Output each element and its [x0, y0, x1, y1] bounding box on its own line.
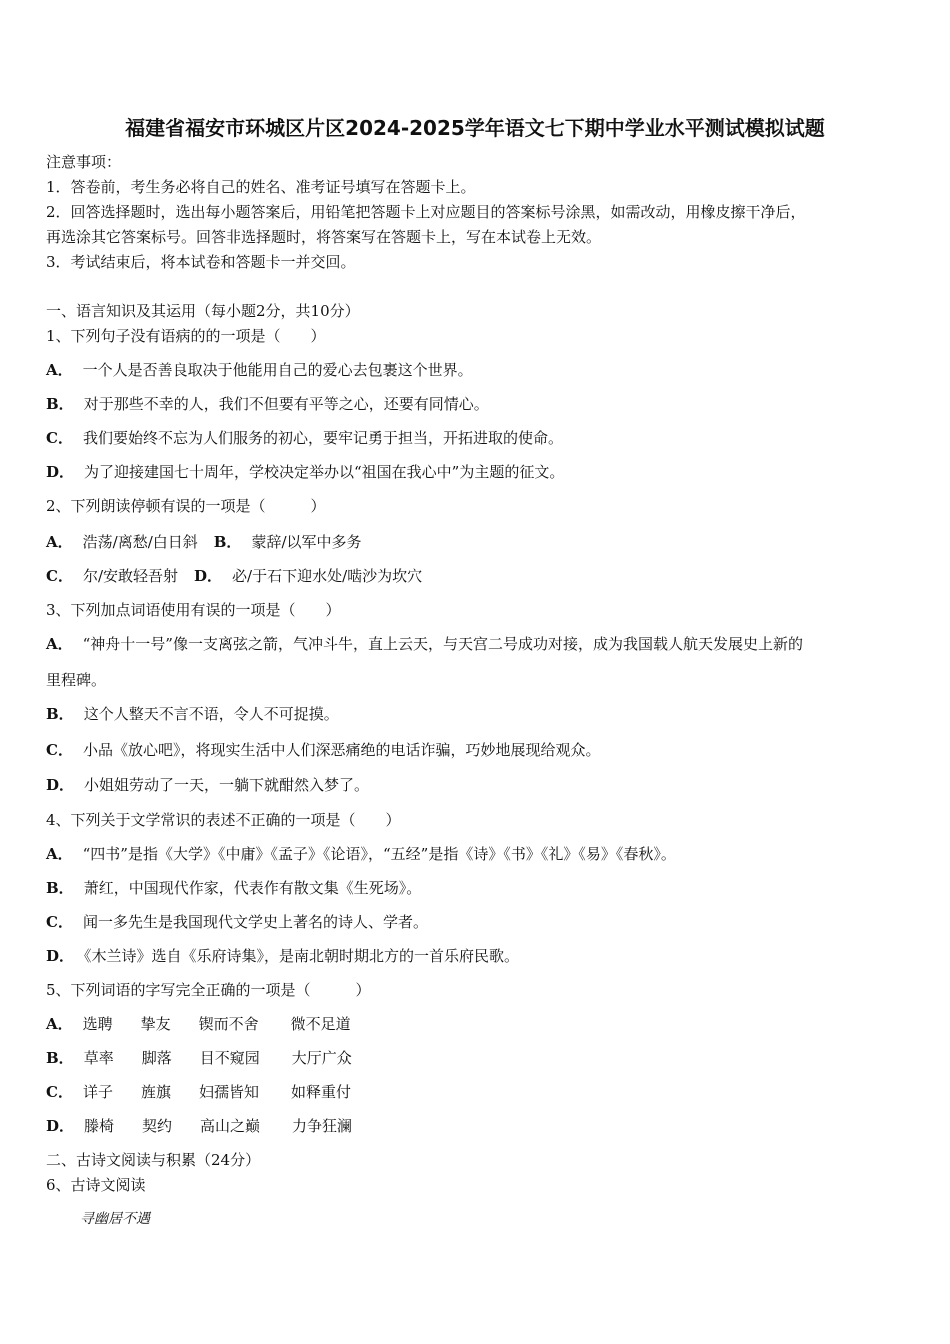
option-text: 萧红，中国现代作家，代表作有散文集《生死场》。: [83, 879, 422, 897]
q3-option-b: [46, 704, 339, 724]
option-letter: D．: [194, 567, 223, 585]
q4-option-a: [46, 844, 676, 864]
q4-option-c: [46, 912, 428, 932]
q1-option-d: [46, 462, 564, 482]
option-text: “神舟十一号”像一支离弦之箭，气冲斗牛，直上云天，与天宫二号成功对接，成为我国载人航天发展史上新的: [82, 635, 803, 653]
option-text: 对于那些不幸的人，我们不但要有平等之心，还要有同情心。: [83, 395, 489, 413]
q2-options-row-2: [46, 566, 422, 586]
option-word: 如释重付: [290, 1083, 351, 1101]
q5-option-b: [46, 1048, 352, 1068]
option-word: 选聘: [82, 1015, 113, 1033]
option-letter: A．: [46, 361, 73, 379]
option-word: 详子: [82, 1083, 113, 1101]
option-letter: A．: [46, 845, 73, 863]
q4-option-b: [46, 878, 421, 898]
option-letter: B．: [46, 395, 74, 413]
question-5-stem: 5、下列词语的字写完全正确的一项是（ ）: [46, 981, 371, 999]
option-letter: C．: [46, 741, 73, 759]
option-word: 高山之巅: [200, 1117, 261, 1135]
q3-option-a: [46, 634, 803, 654]
option-word: 大厅广众: [291, 1049, 352, 1067]
option-letter: B．: [46, 879, 74, 897]
option-text: 蒙辞/以军中多务: [251, 533, 362, 551]
option-letter: D．: [46, 776, 75, 794]
question-2-stem: 2、下列朗读停顿有误的一项是（ ）: [46, 497, 326, 515]
page-title: 福建省福安市环城区片区2024-2025学年语文七下期中学业水平测试模拟试题: [125, 116, 825, 140]
option-letter: A．: [46, 635, 73, 653]
option-text: 这个人整天不言不语，令人不可捉摸。: [83, 705, 339, 723]
q3-option-d: [46, 775, 369, 795]
option-text: 闻一多先生是我国现代文学史上著名的诗人、学者。: [82, 913, 428, 931]
option-text: 为了迎接建国七十周年，学校决定举办以“祖国在我心中”为主题的征文。: [84, 463, 565, 481]
question-1-stem: 1、下列句子没有语病的的一项是（ ）: [46, 327, 326, 345]
notice-item-1: 1．答卷前，考生务必将自己的姓名、准考证号填写在答题卡上。: [46, 178, 476, 196]
notice-item-3: 3．考试结束后，将本试卷和答题卡一并交回。: [46, 253, 356, 271]
q1-option-c: [46, 428, 563, 448]
q2-options-row-1: [46, 532, 362, 552]
question-4-stem: 4、下列关于文学常识的表述不正确的一项是（ ）: [46, 811, 401, 829]
option-word: 目不窥园: [199, 1049, 260, 1067]
option-text: 尔/安敢轻吾射: [82, 567, 179, 585]
option-letter: D．: [46, 1117, 75, 1135]
option-word: 力争狂澜: [292, 1117, 353, 1135]
q4-option-d: [46, 946, 519, 966]
q1-option-a: [46, 360, 473, 380]
option-letter: D．: [46, 947, 75, 965]
option-word: 锲而不舍: [198, 1015, 259, 1033]
option-letter: C．: [46, 567, 73, 585]
section-2-heading: 二、古诗文阅读与积累（24分）: [46, 1151, 261, 1169]
option-text: 小姐姐劳动了一天，一躺下就酣然入梦了。: [84, 776, 370, 794]
q5-option-d: [46, 1116, 352, 1136]
option-text: 《木兰诗》选自《乐府诗集》，是南北朝时期北方的一首乐府民歌。: [84, 947, 520, 965]
q1-option-b: [46, 394, 489, 414]
option-word: 旌旗: [140, 1083, 171, 1101]
option-text: 我们要始终不忘为人们服务的初心，要牢记勇于担当，开拓进取的使命。: [82, 429, 563, 447]
question-3-stem: 3、下列加点词语使用有误的一项是（ ）: [46, 601, 341, 619]
option-word: 挚友: [140, 1015, 171, 1033]
option-word: 脚落: [141, 1049, 172, 1067]
notice-heading: 注意事项：: [46, 153, 122, 171]
option-text: “四书”是指《大学》《中庸》《孟子》《论语》，“五经”是指《诗》《书》《礼》《易》《春秋》。: [82, 845, 676, 863]
option-word: 契约: [142, 1117, 173, 1135]
option-text: 浩荡/离愁/白日斜: [82, 533, 198, 551]
q5-option-c: [46, 1082, 351, 1102]
notice-item-2-cont: 再选涂其它答案标号。回答非选择题时，将答案写在答题卡上，写在本试卷上无效。: [46, 228, 602, 246]
option-letter: B．: [46, 1049, 74, 1067]
q5-option-a: [46, 1014, 351, 1034]
option-word: 滕椅: [84, 1117, 115, 1135]
option-word: 草率: [83, 1049, 114, 1067]
q3-option-c: [46, 740, 600, 760]
option-letter: B．: [213, 533, 242, 551]
option-letter: B．: [46, 705, 74, 723]
question-6-stem: 6、古诗文阅读: [46, 1176, 146, 1194]
option-letter: C．: [46, 429, 73, 447]
option-letter: A．: [46, 533, 73, 551]
option-text: 小品《放心吧》，将现实生活中人们深恶痛绝的电话诈骗，巧妙地展现给观众。: [82, 741, 601, 759]
option-letter: C．: [46, 1083, 73, 1101]
option-letter: A．: [46, 1015, 73, 1033]
section-1-heading: 一、语言知识及其运用（每小题2分，共10分）: [46, 302, 360, 320]
option-letter: D．: [46, 463, 75, 481]
option-letter: C．: [46, 913, 73, 931]
poem-title: 寻幽居不遇: [80, 1211, 150, 1227]
option-text: 一个人是否善良取决于他能用自己的爱心去包裹这个世界。: [82, 361, 473, 379]
option-word: 妇孺皆知: [198, 1083, 259, 1101]
option-word: 微不足道: [290, 1015, 351, 1033]
option-text: 必/于石下迎水处/啮沙为坎穴: [232, 567, 423, 585]
q3-option-a-cont: 里程碑。: [46, 671, 107, 689]
notice-item-2: 2．回答选择题时，选出每小题答案后，用铅笔把答题卡上对应题目的答案标号涂黑，如需改动，用橡皮擦干净后，: [46, 203, 806, 221]
